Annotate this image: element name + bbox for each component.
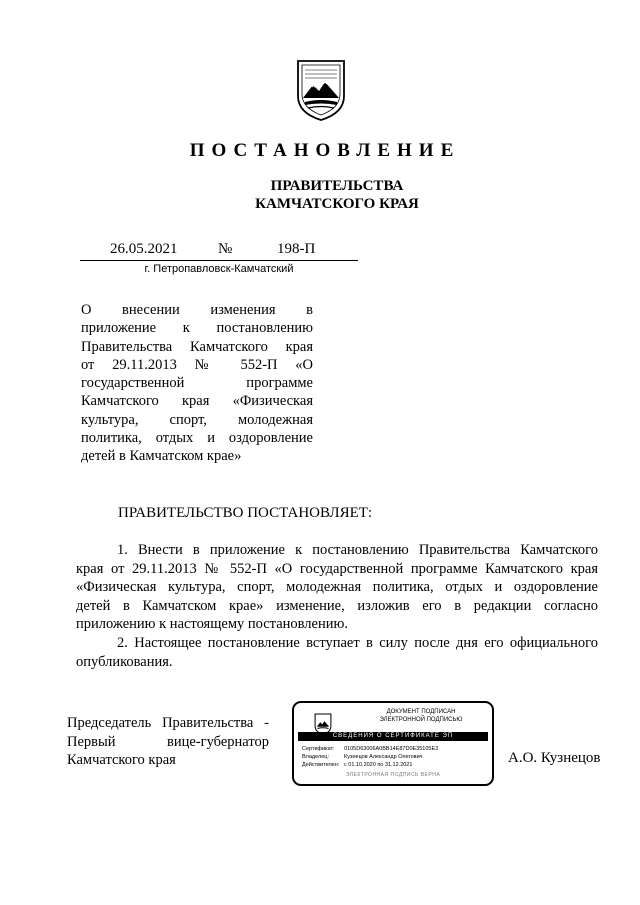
subject-line: культура, спорт, молодежная — [81, 411, 313, 428]
body-line: опубликования. — [76, 653, 173, 670]
document-body — [76, 541, 598, 671]
stamp-owner-row — [302, 754, 423, 761]
decree-heading: ПРАВИТЕЛЬСТВО ПОСТАНОВЛЯЕТ: — [118, 505, 373, 521]
body-line: 2. Настоящее постановление вступает в силу после дня его официального — [117, 634, 598, 651]
subject-line: Правительства Камчатского края — [81, 338, 313, 355]
subject-line: от 29.11.2013 № 552-П «О — [81, 356, 313, 373]
document-number: 198-П — [277, 241, 316, 257]
issuer-line-1: ПРАВИТЕЛЬСТВА — [270, 178, 404, 194]
subject-line: Камчатского края «Физическая — [81, 393, 313, 410]
body-line: детей в Камчатском крае» изменение, изложив его в редакции согласно — [76, 597, 598, 614]
body-line: «Физическая культура, спорт, молодежная политика, отдых и оздоровление — [76, 579, 598, 596]
subject-line: приложение к постановлению — [81, 320, 313, 337]
body-line: края от 29.11.2013 № 552-П «О государственной программе Камчатского края — [76, 560, 598, 577]
signer-position-line: Председатель Правительства - — [67, 715, 269, 731]
certificate-label: Сертификат: — [302, 746, 335, 752]
issuer-line-2: КАМЧАТСКОГО КРАЯ — [255, 196, 419, 212]
stamp-title: ДОКУМЕНТ ПОДПИСАН — [386, 709, 456, 715]
date-number-row — [80, 241, 358, 261]
stamp-certificate-row — [302, 746, 438, 753]
paragraph-2 — [76, 634, 598, 671]
stamp-validity-row — [302, 762, 412, 769]
signer-position — [67, 714, 269, 770]
subject-line: детей в Камчатском крае» — [81, 448, 242, 465]
signer-name: А.О. Кузнецов — [508, 750, 601, 766]
subject-line: О внесении изменения в — [81, 302, 313, 318]
document-type-title: ПОСТАНОВЛЕНИЕ — [189, 140, 461, 161]
signer-position-line: Первый вице-губернатор — [67, 733, 269, 750]
subject-line: политика, отдых и оздоровление — [81, 430, 313, 447]
electronic-signature-stamp — [292, 701, 494, 786]
place-of-issue: г. Петропавловск-Камчатский — [144, 263, 294, 275]
stamp-certificate-header: СВЕДЕНИЯ О СЕРТИФИКАТЕ ЭП — [298, 732, 488, 741]
number-sign: № — [218, 241, 233, 257]
owner-value: Кузнецов Александр Олегович — [344, 754, 423, 760]
subject-line: государственной программе — [81, 375, 313, 392]
body-line: приложению к настоящему постановлению. — [76, 616, 348, 633]
stamp-subtitle: ЭЛЕКТРОННОЙ ПОДПИСЬЮ — [379, 717, 463, 723]
stamp-footer: ЭЛЕКТРОННАЯ ПОДПИСЬ ВЕРНА — [345, 772, 441, 778]
body-line: 1. Внести в приложение к постановлению Правительства Камчатского — [117, 542, 598, 558]
signer-position-line: Камчатского края — [67, 752, 176, 769]
paragraph-1 — [76, 541, 598, 634]
document-date: 26.05.2021 — [110, 241, 178, 257]
coat-of-arms-icon — [295, 58, 347, 122]
validity-label: Действителен: — [302, 762, 340, 768]
owner-label: Владелец: — [302, 754, 329, 760]
certificate-value: 0105D63006A0BB14E87D0E35105E3 — [344, 746, 439, 752]
validity-value: с 01.10.2020 по 31.12.2021 — [344, 762, 413, 768]
document-subject — [81, 301, 313, 466]
